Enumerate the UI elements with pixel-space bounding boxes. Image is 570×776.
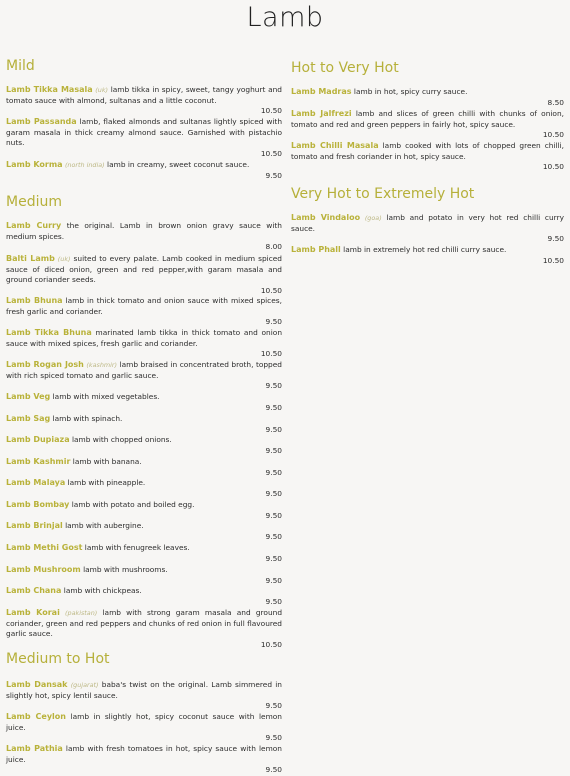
dish-description: lamb in thick tomato and onion sauce with mixed spices, fresh garlic and coriander. xyxy=(6,296,282,316)
dish-name: Lamb Jalfrezi xyxy=(291,109,352,118)
menu-item xyxy=(6,478,282,499)
menu-item xyxy=(6,328,282,360)
menu-item xyxy=(6,586,282,607)
dish-price: 9.50 xyxy=(265,575,282,585)
menu-item xyxy=(6,744,282,776)
menu-item xyxy=(291,141,564,173)
menu-item xyxy=(6,160,282,181)
dish-description: lamb with pineapple. xyxy=(67,478,146,487)
menu-item xyxy=(6,414,282,435)
dish-description: lamb with potato and boiled egg. xyxy=(71,500,195,509)
menu-item xyxy=(6,521,282,542)
dish-description: lamb with mushrooms. xyxy=(83,565,168,574)
dish-description: lamb tikka in spicy, sweet, tangy yoghurt and tomato sauce with almond, sultanas and a little coconut. xyxy=(6,85,282,105)
dish-description: baba's twist on the original. Lamb simmered in slightly hot, spicy lentil sauce. xyxy=(6,680,282,700)
section-heading: Medium to Hot xyxy=(6,651,110,667)
dish-description: lamb with chopped onions. xyxy=(71,435,172,444)
dish-name: Lamb Vindaloo xyxy=(291,213,361,222)
dish-price: 10.50 xyxy=(260,106,282,116)
dish-name: Lamb Kashmir xyxy=(6,457,71,466)
dish-price: 9.50 xyxy=(265,317,282,327)
dish-origin: (gujarat) xyxy=(70,681,99,689)
dish-price: 10.50 xyxy=(542,130,564,140)
menu-item xyxy=(6,712,282,744)
dish-name: Lamb Brinjal xyxy=(6,521,63,530)
dish-price: 10.50 xyxy=(260,148,282,158)
dish-origin: (pakistan) xyxy=(65,609,98,617)
menu-item xyxy=(6,360,282,392)
dish-description: lamb and slices of green chilli with chunks of onion, tomato and red and green peppers in fairly hot, spicy sauce. xyxy=(291,109,564,129)
dish-price: 9.50 xyxy=(265,445,282,455)
dish-price: 9.50 xyxy=(265,488,282,498)
dish-description: lamb with strong garam masala and ground coriander, green and red peppers and chunks of red onion in full flavoured garlic sauce. xyxy=(6,608,283,639)
dish-price: 8.00 xyxy=(265,242,282,252)
section-heading: Very Hot to Extremely Hot xyxy=(291,186,475,202)
menu-item xyxy=(6,392,282,413)
dish-description: the original. Lamb in brown onion gravy sauce with medium spices. xyxy=(6,221,282,241)
dish-description: lamb and potato in very hot red chilli curry sauce. xyxy=(291,213,564,233)
dish-name: Lamb Chana xyxy=(6,586,62,595)
section-heading: Hot to Very Hot xyxy=(291,60,399,76)
dish-name: Lamb Bhuna xyxy=(6,296,63,305)
dish-price: 10.50 xyxy=(260,639,282,649)
dish-name: Lamb Phall xyxy=(291,245,341,254)
menu-item xyxy=(6,221,282,253)
menu-item xyxy=(291,245,564,266)
dish-description: lamb cooked with lots of chopped green chilli, tomato and fresh coriander in hot, spicy sauce. xyxy=(291,141,565,161)
menu-item xyxy=(6,608,282,650)
dish-price: 9.50 xyxy=(265,170,282,180)
dish-description: lamb in creamy, sweet coconut sauce. xyxy=(107,160,250,169)
dish-price: 10.50 xyxy=(260,349,282,359)
dish-description: marinated lamb tikka in thick tomato and onion sauce with mixed spices, fresh garlic and coriander. xyxy=(6,328,283,348)
dish-price: 9.50 xyxy=(265,381,282,391)
dish-name: Lamb Malaya xyxy=(6,478,66,487)
menu-item xyxy=(6,543,282,564)
dish-price: 9.50 xyxy=(265,467,282,477)
menu-item xyxy=(6,680,282,712)
dish-origin: (uk) xyxy=(57,255,71,263)
dish-price: 9.50 xyxy=(265,733,282,743)
dish-name: Balti Lamb xyxy=(6,254,55,263)
dish-description: lamb with mixed vegetables. xyxy=(52,392,160,401)
menu-item xyxy=(6,435,282,456)
dish-description: lamb, flaked almonds and sultanas lightly spiced with garam masala in thick creamy almond sauce. Garnished with pistachio nuts. xyxy=(6,117,282,148)
dish-origin: (kashmir) xyxy=(86,361,118,369)
dish-price: 9.50 xyxy=(265,402,282,412)
dish-name: Lamb Sag xyxy=(6,414,51,423)
dish-description: lamb in slightly hot, spicy coconut sauce with lemon juice. xyxy=(6,712,282,732)
dish-price: 9.50 xyxy=(265,424,282,434)
menu-item xyxy=(6,296,282,328)
menu-item xyxy=(291,109,564,141)
dish-price: 10.50 xyxy=(260,285,282,295)
dish-name: Lamb Ceylon xyxy=(6,712,66,721)
dish-description: lamb braised in concentrated broth, topped with rich spiced tomato and garlic sauce. xyxy=(6,360,282,380)
menu-item xyxy=(6,85,282,117)
dish-name: Lamb Tikka Masala xyxy=(6,85,93,94)
dish-name: Lamb Korai xyxy=(6,608,60,617)
section-heading: Mild xyxy=(6,58,35,74)
dish-name: Lamb Curry xyxy=(6,221,62,230)
dish-name: Lamb Dupiaza xyxy=(6,435,70,444)
page-title: Lamb xyxy=(246,2,324,33)
dish-name: Lamb Korma xyxy=(6,160,63,169)
dish-price: 9.50 xyxy=(265,765,282,775)
dish-description: lamb in hot, spicy curry sauce. xyxy=(353,87,468,96)
menu-item xyxy=(6,565,282,586)
menu-item xyxy=(6,457,282,478)
dish-price: 9.50 xyxy=(265,510,282,520)
dish-name: Lamb Pathia xyxy=(6,744,63,753)
dish-description: lamb with chickpeas. xyxy=(63,586,142,595)
dish-name: Lamb Methi Gost xyxy=(6,543,83,552)
dish-price: 9.50 xyxy=(265,553,282,563)
dish-price: 8.50 xyxy=(547,97,564,107)
menu-item xyxy=(6,117,282,159)
menu-item xyxy=(6,500,282,521)
dish-description: lamb in extremely hot red chilli curry sauce. xyxy=(343,245,507,254)
menu-item xyxy=(291,87,564,108)
section-heading: Medium xyxy=(6,194,62,210)
dish-name: Lamb Veg xyxy=(6,392,51,401)
dish-price: 10.50 xyxy=(542,255,564,265)
dish-name: Lamb Madras xyxy=(291,87,352,96)
dish-origin: (north india) xyxy=(64,161,105,169)
dish-price: 9.50 xyxy=(547,234,564,244)
dish-name: Lamb Mushroom xyxy=(6,565,81,574)
dish-description: lamb with banana. xyxy=(72,457,142,466)
dish-name: Lamb Dansak xyxy=(6,680,68,689)
dish-name: Lamb Passanda xyxy=(6,117,77,126)
dish-name: Lamb Chilli Masala xyxy=(291,141,379,150)
dish-description: lamb with fresh tomatoes in hot, spicy sauce with lemon juice. xyxy=(6,744,282,764)
menu-item xyxy=(291,213,564,245)
menu-item xyxy=(6,254,282,296)
dish-description: lamb with aubergine. xyxy=(65,521,144,530)
dish-price: 9.50 xyxy=(265,701,282,711)
dish-price: 9.50 xyxy=(265,531,282,541)
dish-origin: (goa) xyxy=(364,214,382,222)
dish-price: 9.50 xyxy=(265,596,282,606)
dish-name: Lamb Bombay xyxy=(6,500,70,509)
dish-price: 10.50 xyxy=(542,162,564,172)
dish-description: lamb with spinach. xyxy=(52,414,123,423)
dish-description: suited to every palate. Lamb cooked in medium spiced sauce of diced onion, green and red pepper,with garam masala and ground coriander seeds. xyxy=(6,254,282,285)
dish-name: Lamb Rogan Josh xyxy=(6,360,84,369)
dish-origin: (uk) xyxy=(95,86,109,94)
dish-description: lamb with fenugreek leaves. xyxy=(84,543,190,552)
dish-name: Lamb Tikka Bhuna xyxy=(6,328,92,337)
